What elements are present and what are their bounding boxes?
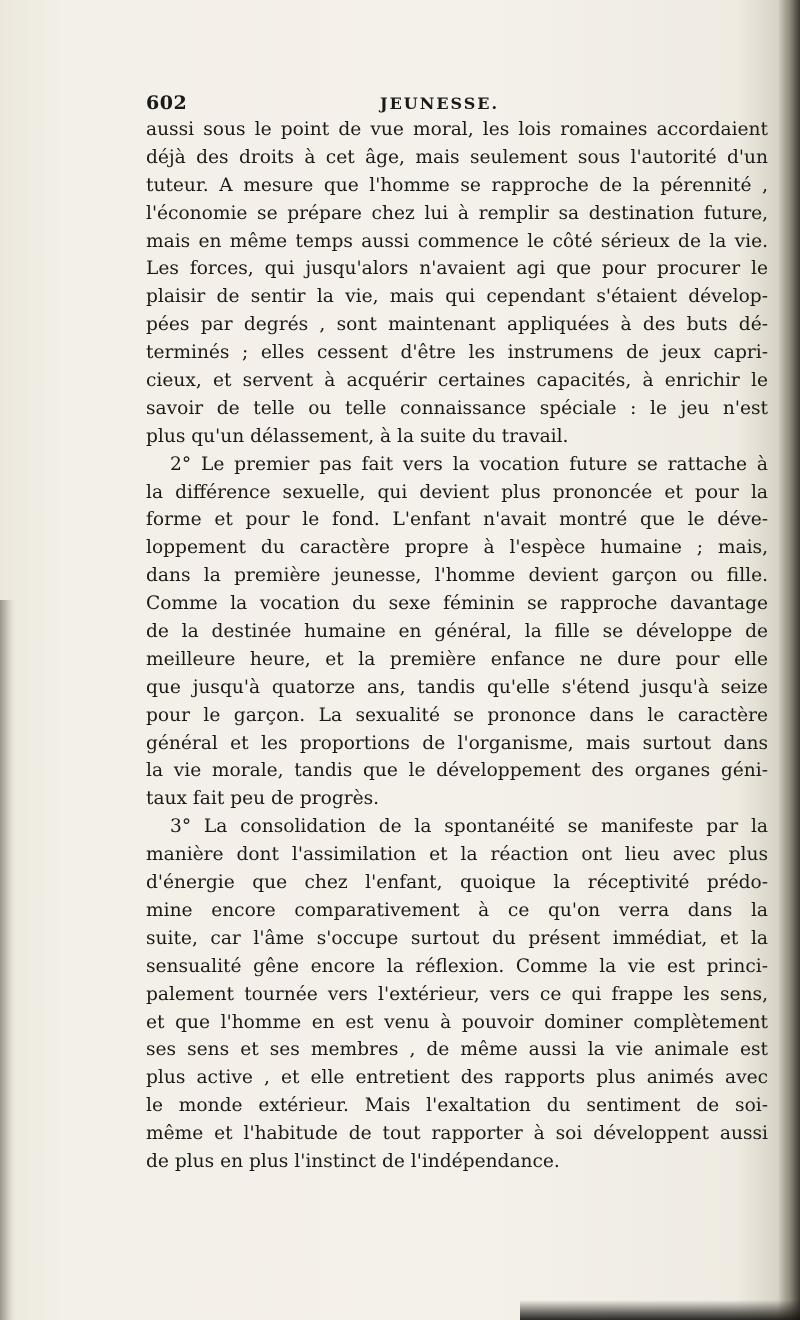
text-line: sensualité gêne encore la réflexion. Comme la vie est princi- [146, 955, 768, 977]
page-edge-shadow-right [778, 0, 800, 1320]
running-head [146, 92, 766, 116]
text-line: forme et pour le fond. L'enfant n'avait montré que le déve- [146, 509, 768, 531]
text-line: aussi sous le point de vue moral, les lois romaines accordaient [146, 119, 768, 140]
text-line: la différence sexuelle, qui devient plus prononcée et pour la [146, 481, 768, 503]
body-text [146, 116, 768, 1176]
text-line: dans la première jeunesse, l'homme devient garçon ou fille. [146, 565, 768, 587]
text-line: même et l'habitude de tout rapporter à soi développent aussi [146, 1123, 768, 1145]
page-number: 602 [146, 92, 188, 114]
text-line: le monde extérieur. Mais l'exaltation du sentiment de soi- [146, 1095, 768, 1117]
text-line: ses sens et ses membres , de même aussi la vie animale est [146, 1039, 768, 1061]
text-line: et que l'homme en est venu à pouvoir dominer complètement [146, 1011, 768, 1033]
text-line: Comme la vocation du sexe féminin se rapproche davantage [146, 593, 768, 615]
text-line: tuteur. A mesure que l'homme se rapproche de la pérennité , [146, 174, 768, 196]
text-line: plus qu'un délassement, à la suite du travail. [146, 425, 569, 447]
text-line: mine encore comparativement à ce qu'on verra dans la [146, 899, 768, 921]
text-line: plaisir de sentir la vie, mais qui cependant s'étaient dévelop- [146, 286, 768, 308]
text-line: loppement du caractère propre à l'espèce humaine ; mais, [146, 537, 768, 559]
text-line: mais en même temps aussi commence le côté sérieux de la vie. [146, 230, 768, 252]
text-line: cieux, et servent à acquérir certaines capacités, à enrichir le [146, 370, 768, 392]
text-line: suite, car l'âme s'occupe surtout du présent immédiat, et la [146, 927, 768, 949]
text-line: d'énergie que chez l'enfant, quoique la réceptivité prédo- [146, 872, 768, 894]
text-line: taux fait peu de progrès. [146, 788, 380, 810]
text-line: Les forces, qui jusqu'alors n'avaient agi que pour procurer le [146, 258, 768, 280]
text-line: 3° La consolidation de la spontanéité se manifeste par la [170, 816, 768, 838]
text-line: pour le garçon. La sexualité se prononce dans le caractère [146, 704, 768, 726]
text-line: de la destinée humaine en général, la fille se développe de [146, 621, 768, 643]
page-bottom-shadow [520, 1300, 800, 1320]
text-line: la vie morale, tandis que le développement des organes géni- [146, 760, 768, 782]
text-line: que jusqu'à quatorze ans, tandis qu'elle s'étend jusqu'à seize [146, 676, 768, 698]
text-line: 2° Le premier pas fait vers la vocation future se rattache à [170, 453, 768, 475]
text-line: général et les proportions de l'organisme, mais surtout dans [146, 732, 768, 754]
text-line: savoir de telle ou telle connaissance spéciale : le jeu n'est [146, 397, 768, 419]
text-line: terminés ; elles cessent d'être les instrumens de jeux capri- [146, 342, 768, 364]
text-line: manière dont l'assimilation et la réaction ont lieu avec plus [146, 844, 768, 866]
text-line: l'économie se prépare chez lui à remplir sa destination future, [146, 202, 768, 224]
text-line: meilleure heure, et la première enfance ne dure pour elle [146, 648, 768, 670]
text-line: déjà des droits à cet âge, mais seulement sous l'autorité d'un [146, 146, 768, 168]
text-line: pées par degrés , sont maintenant appliquées à des buts dé- [146, 314, 768, 336]
text-line: plus active , et elle entretient des rapports plus animés avec [146, 1067, 768, 1089]
text-line: de plus en plus l'instinct de l'indépendance. [146, 1150, 560, 1172]
page-edge-shadow-left [0, 600, 14, 1320]
running-title: JEUNESSE. [380, 94, 500, 113]
text-line: palement tournée vers l'extérieur, vers ce qui frappe les sens, [146, 983, 768, 1005]
